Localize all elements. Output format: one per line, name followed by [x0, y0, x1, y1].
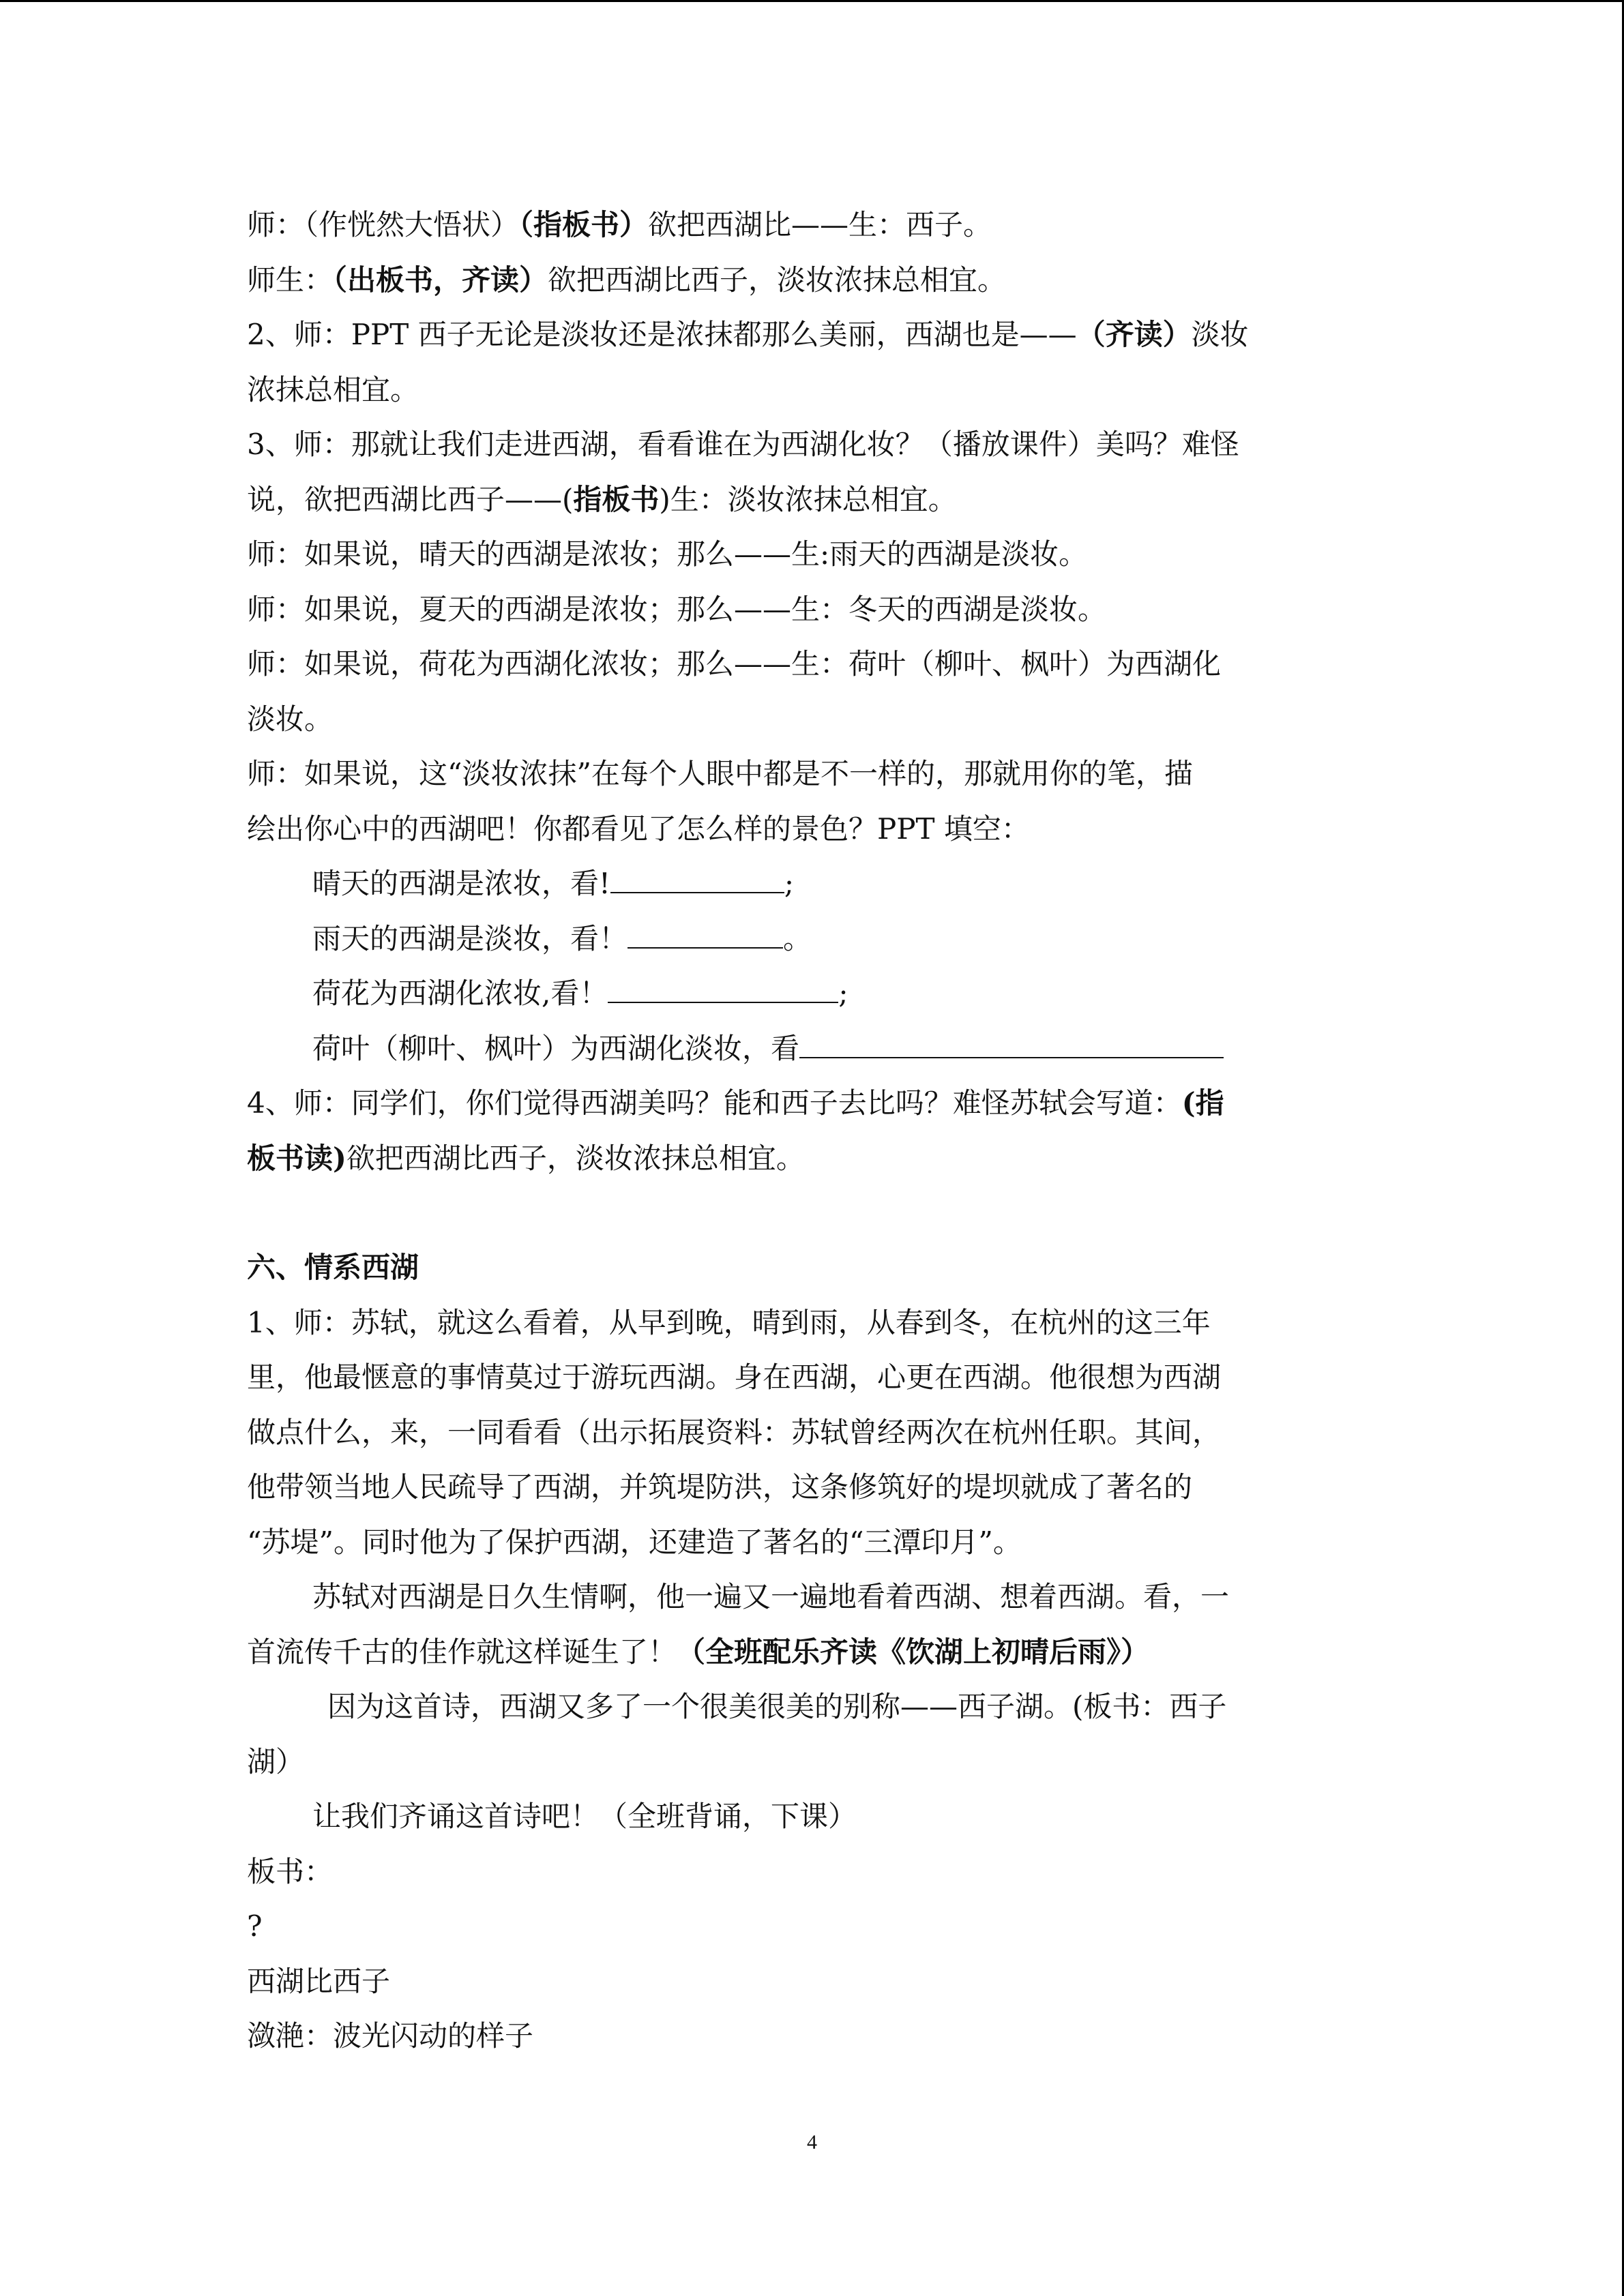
- text: 2、师：PPT 西子无论是淡妆还是浓抹都那么美丽，西湖也是——: [247, 318, 1077, 351]
- text: 晴天的西湖是浓妆，看!: [312, 867, 610, 900]
- text: 说，欲把西湖比西子——(: [247, 482, 574, 516]
- text: 。: [783, 921, 812, 955]
- board-question-mark: ?: [247, 1909, 263, 1943]
- paragraph-continuation: 淡妆。: [247, 702, 334, 736]
- text: )生：淡妆浓抹总相宜。: [659, 482, 957, 516]
- board-label: 板书：: [247, 1854, 334, 1888]
- board-line: 西湖比西子: [247, 1964, 391, 1998]
- text: 欲把西湖比西子，淡妆浓抹总相宜。: [548, 263, 1007, 297]
- text: 雨天的西湖是淡妆，看！: [312, 921, 628, 955]
- blank-underline: [799, 1030, 1224, 1058]
- paragraph-continuation: [247, 473, 1372, 528]
- paragraph-continuation: 里，他最惬意的事情莫过于游玩西湖。身在西湖，心更在西湖。他很想为西湖: [247, 1360, 1222, 1394]
- text: 荷花为西湖化浓妆,看！: [312, 976, 608, 1010]
- paragraph: 因为这首诗，西湖又多了一个很美很美的别称——西子湖。(板书：西子: [327, 1690, 1227, 1723]
- text: ;: [838, 976, 848, 1010]
- paragraph: [247, 253, 1372, 308]
- bold-text: (指: [1181, 1086, 1224, 1120]
- paragraph-continuation: “苏堤”。同时他为了保护西湖，还建造了著名的“三潭印月”。: [247, 1525, 1022, 1559]
- paragraph: 师：如果说，晴天的西湖是浓妆；那么——生:雨天的西湖是淡妆。: [247, 537, 1088, 571]
- board-line: 潋滟：波光闪动的样子: [247, 2019, 534, 2053]
- paragraph: [247, 308, 1372, 363]
- fill-blank-line: [247, 912, 1372, 967]
- paragraph: 师：如果说，这“淡妆浓抹”在每个人眼中都是不一样的，那就用你的笔，描: [247, 757, 1193, 790]
- bold-text: （齐读）: [1076, 318, 1192, 351]
- spacer: [247, 1186, 1372, 1240]
- paragraph: 3、师：那就让我们走进西湖，看看谁在为西湖化妆？（播放课件）美吗？难怪: [247, 428, 1239, 461]
- paragraph: [247, 1076, 1372, 1131]
- text: 师：（作恍然大悟状）: [247, 208, 520, 241]
- page-border-top: [0, 0, 1624, 2]
- blank-underline: [610, 865, 784, 893]
- text: 荷叶（柳叶、枫叶）为西湖化淡妆，看: [312, 1031, 800, 1065]
- bold-text: （全班配乐齐读《饮湖上初晴后雨》）: [677, 1635, 1150, 1669]
- paragraph-continuation: 湖）: [247, 1744, 305, 1778]
- paragraph: 苏轼对西湖是日久生情啊，他一遍又一遍地看着西湖、想着西湖。看，一: [312, 1580, 1230, 1613]
- paragraph-continuation: 做点什么，来，一同看看（出示拓展资料：苏轼曾经两次在杭州任职。其间，: [247, 1415, 1222, 1449]
- text: 4、师：同学们，你们觉得西湖美吗？能和西子去比吗？难怪苏轼会写道：: [247, 1086, 1182, 1120]
- text: 欲把西湖比——生：西子。: [648, 208, 992, 241]
- text: 首流传千古的佳作就这样诞生了！: [247, 1635, 677, 1669]
- paragraph-continuation: [247, 1625, 1372, 1680]
- paragraph: 让我们齐诵这首诗吧！（全班背诵，下课）: [312, 1800, 857, 1833]
- paragraph-continuation: [247, 1131, 1372, 1187]
- paragraph-continuation: 浓抹总相宜。: [247, 372, 419, 406]
- paragraph: 1、师：苏轼，就这么看着，从早到晚，晴到雨，从春到冬，在杭州的这三年: [247, 1305, 1211, 1339]
- bold-text: （指板书）: [519, 208, 649, 241]
- paragraph-continuation: 绘出你心中的西湖吧！你都看见了怎么样的景色？PPT 填空：: [247, 811, 1030, 846]
- fill-blank-line: [247, 966, 1372, 1022]
- blank-underline: [608, 974, 838, 1003]
- paragraph-continuation: 他带领当地人民疏导了西湖，并筑堤防洪，这条修筑好的堤坝就成了著名的: [247, 1470, 1193, 1504]
- text: ;: [784, 867, 795, 900]
- bold-text: （出板书，齐读）: [333, 263, 548, 297]
- section-heading: 六、情系西湖: [247, 1251, 419, 1284]
- page-number: 4: [807, 2131, 817, 2153]
- bold-text: 指板书: [573, 482, 660, 516]
- paragraph: 师：如果说，夏天的西湖是浓妆；那么——生：冬天的西湖是淡妆。: [247, 592, 1107, 626]
- text: 师生：: [247, 263, 334, 297]
- fill-blank-line: [247, 856, 1372, 912]
- fill-blank-line: [247, 1022, 1372, 1077]
- bold-text: 板书读): [247, 1141, 346, 1175]
- paragraph: [247, 198, 1372, 253]
- paragraph: 师：如果说，荷花为西湖化浓妆；那么——生：荷叶（柳叶、枫叶）为西湖化: [247, 647, 1222, 681]
- text: 淡妆: [1191, 318, 1249, 351]
- document-body: [247, 198, 1372, 2064]
- text: 欲把西湖比西子，淡妆浓抹总相宜。: [346, 1141, 805, 1175]
- blank-underline: [628, 920, 783, 949]
